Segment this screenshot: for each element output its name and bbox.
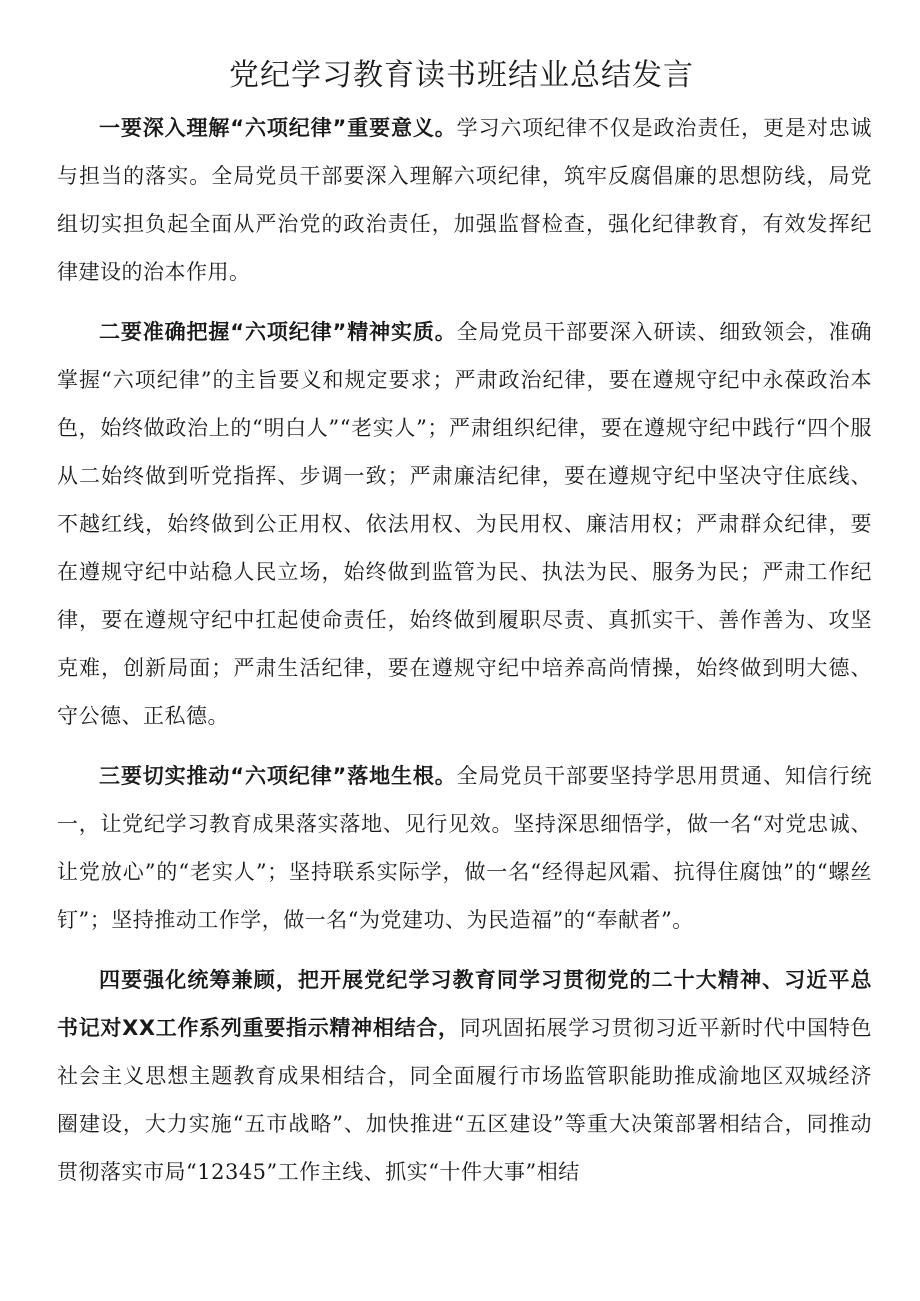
paragraph-3-body: 全局党员干部要坚持学思用贯通、知信行统一，让党纪学习教育成果落实落地、见行见效。坚持深思细悟学，做一名“对党忠诚、让党放心”的“老实人”；坚持联系实际学，做一名“经得起风霜、抗得住腐蚀”的“螺丝钉”；坚持推动工作学，做一名“为党建功、为民造福”的“奉献者”。 (57, 764, 872, 932)
paragraph-2-body: 全局党员干部要深入研读、细致领会，准确掌握“六项纪律”的主旨要义和规定要求；严肃政治纪律，要在遵规守纪中永葆政治本色，始终做政治上的“明白人”“老实人”；严肃组织纪律，要在遵规守纪中践行“四个服从二始终做到听党指挥、步调一致；严肃廉洁纪律，要在遵规守纪中坚决守住底线、不越红线，始终做到公正用权、依法用权、为民用权、廉洁用权；严肃群众纪律，要在遵规守纪中站稳人民立场，始终做到监管为民、执法为民、服务为民；严肃工作纪律，要在遵规守纪中扛起使命责任，始终做到履职尽责、真抓实干、善作善为、攻坚克难，创新局面；严肃生活纪律，要在遵规守纪中培养高尚情操，始终做到明大德、守公德、正私德。 (57, 320, 872, 728)
paragraph-4 (57, 956, 872, 1196)
paragraph-2 (57, 308, 872, 740)
paragraph-1-lead: 一要深入理解“六项纪律”重要意义。 (99, 116, 457, 140)
paragraph-2-lead: 二要准确把握“六项纪律”精神实质。 (99, 320, 457, 344)
paragraph-1 (57, 104, 872, 296)
paragraph-4-lead: 四要强化统筹兼顾，把开展党纪学习教育同学习贯彻党的二十大精神、习近平总书记对XX工作系列重要指示精神相结合， (57, 968, 872, 1040)
paragraph-1-body: 学习六项纪律不仅是政治责任，更是对忠诚与担当的落实。全局党员干部要深入理解六项纪律，筑牢反腐倡廉的思想防线，局党组切实担负起全面从严治党的政治责任，加强监督检查，强化纪律教育，有效发挥纪律建设的治本作用。 (57, 116, 872, 284)
paragraph-3 (57, 752, 872, 944)
document-title: 党纪学习教育读书班结业总结发言 (229, 58, 694, 93)
paragraph-4-body: 同巩固拓展学习贯彻习近平新时代中国特色社会主义思想主题教育成果相结合，同全面履行市场监管职能助推成渝地区双城经济圈建设，大力实施“五市战略”、加快推进“五区建设”等重大决策部署相结合，同推动贯彻落实市局“12345”工作主线、抓实“十件大事”相结 (57, 1016, 872, 1184)
paragraph-3-lead: 三要切实推动“六项纪律”落地生根。 (99, 764, 457, 788)
